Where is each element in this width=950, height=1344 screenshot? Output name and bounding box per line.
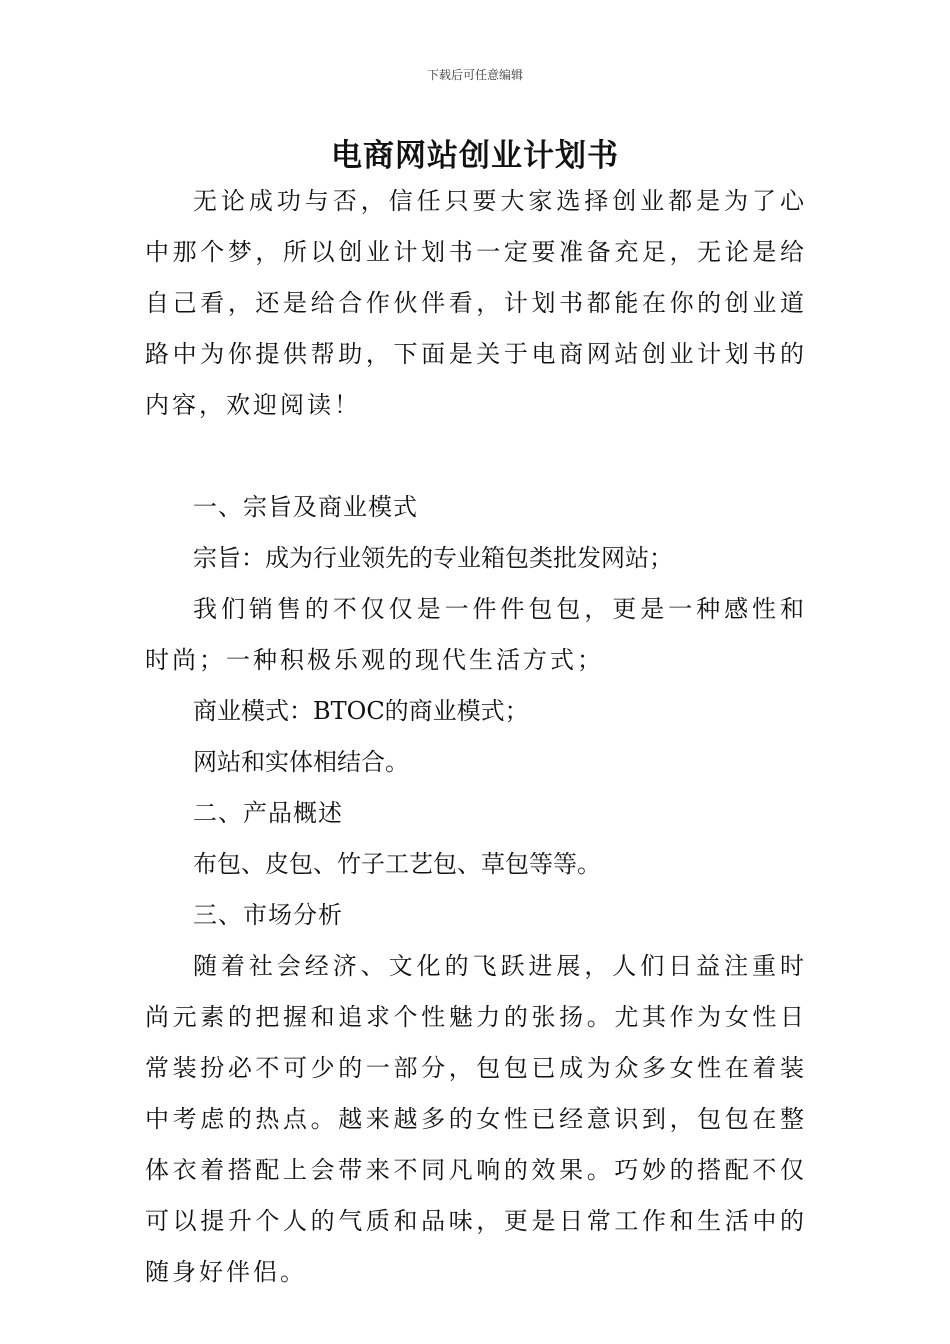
section-heading-3: 三、市场分析 xyxy=(193,901,343,929)
document-body xyxy=(145,176,807,1298)
purpose-paragraph: 宗旨：成为行业领先的专业箱包类批发网站； xyxy=(193,544,673,572)
blank-line xyxy=(145,431,807,482)
document-title: 电商网站创业计划书 xyxy=(331,138,619,174)
products-paragraph: 布包、皮包、竹子工艺包、草包等等。 xyxy=(193,850,601,878)
intro-paragraph: 无论成功与否，信任只要大家选择创业都是为了心中那个梦，所以创业计划书一定要准备充足，无论是给自己看，还是给合作伙伴看，计划书都能在你的创业道路中为你提供帮助，下面是关于电商网站创业计划书的内容，欢迎阅读！ xyxy=(145,187,807,419)
website-paragraph: 网站和实体相结合。 xyxy=(193,748,409,776)
market-paragraph: 随着社会经济、文化的飞跃进展，人们日益注重时尚元素的把握和追求个性魅力的张扬。尤其作为女性日常装扮必不可少的一部分，包包已成为众多女性在着装中考虑的热点。越来越多的女性已经意识到，包包在整体衣着搭配上会带来不同凡响的效果。巧妙的搭配不仅可以提升个人的气质和品味，更是日常工作和生活中的随身好伴侣。 xyxy=(145,952,807,1286)
business-model-paragraph: 商业模式：BTOC的商业模式； xyxy=(193,697,529,725)
sales-paragraph: 我们销售的不仅仅是一件件包包，更是一种感性和时尚；一种积极乐观的现代生活方式； xyxy=(145,595,807,674)
section-heading-1: 一、宗旨及商业模式 xyxy=(193,493,418,521)
header-note: 下载后可任意编辑 xyxy=(426,68,523,82)
section-heading-2: 二、产品概述 xyxy=(193,799,343,827)
